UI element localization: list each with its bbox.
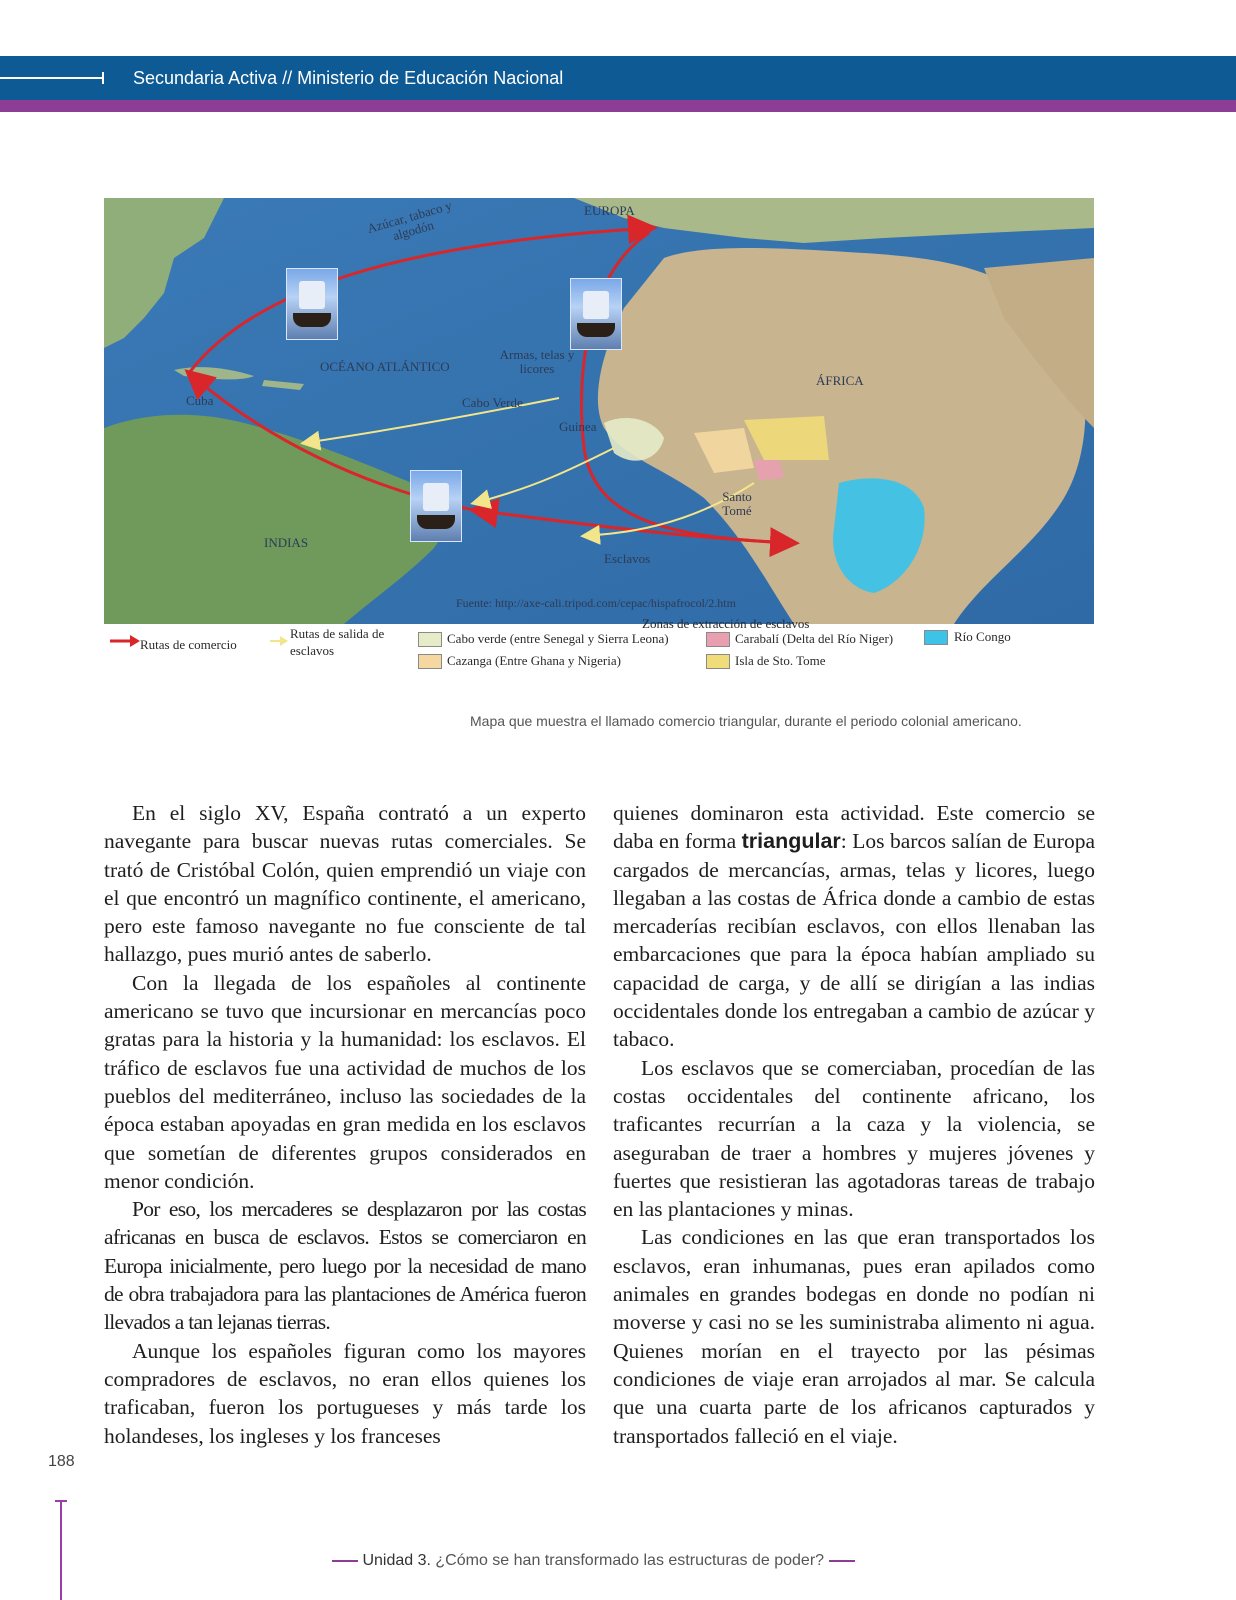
page-number: 188 [48,1453,75,1470]
swatch-rio-congo [924,630,948,645]
legend-cabo-verde: Cabo verde (entre Senegal y Sierra Leona) [447,631,669,646]
paragraph: Con la llegada de los españoles al continente americano se tuvo que incursionar en mercancías poco gratas para la historia y la humanidad: los esclavos. El tráfico de esclavos fue una actividad de muchos de los pueblos del mediterráneo, incluso las sociedades de la época estaban apoyadas en gran medida en los esclavos que sometían de diferentes grupos considerados en menor condición. [104,970,586,1193]
legend-zones-title: Zonas de extracción de esclavos [642,616,810,631]
paragraph: Aunque los españoles figuran como los mayores compradores de esclavos, no eran ellos quienes los traficaban, fueron los portugueses y más tarde los holandeses, los ingleses y los franceses [104,1338,586,1448]
footer-rule-right [829,1560,855,1562]
margin-rule [60,1500,62,1600]
label-cabo-verde: Cabo Verde [462,395,523,410]
swatch-carabali [706,632,730,647]
label-oceano: OCÉANO ATLÁNTICO [320,359,450,374]
red-arrow-icon [110,635,140,647]
paragraph: Por eso, los mercaderes se desplazaron por las costas africanas en busca de esclavos. Estos se comerciaron en Europa inicialmente, pero luego por la necesidad de mano de obra trabajadora para las plantaciones de América fueron llevados a tan lejanas tierras. [104,1197,586,1335]
map-legend [104,616,1094,686]
swatch-santo-tome [706,654,730,669]
header-title: Secundaria Activa // Ministerio de Educación Nacional [133,68,564,88]
legend-cazanga: Cazanga (Entre Ghana y Nigeria) [447,653,621,668]
header-accent-stripe [0,100,1236,112]
legend-slave-routes-line2: esclavos [290,643,335,658]
paragraph: Los esclavos que se comerciaban, procedían de las costas occidentales del continente africano, los traficantes recurrían a la caza y la violencia, se aseguraban de traer a hombres y mujeres jóvenes y fuertes que resistieran las agotadoras tareas de trabajo en las plantaciones y minas. [613,1055,1095,1222]
yellow-arrow-icon [270,635,288,647]
paragraph: En el siglo XV, España contrató a un experto navegante para buscar nuevas rutas comerciales. Se trató de Cristóbal Colón, quien emprendió un viaje con el que encontró un magnífico continente, el americano, pero este famoso navegante no fue consciente de tal hallazgo, pues murió antes de saberlo. [104,801,586,967]
label-route-top: Azúcar, tabaco y algodón [365,198,454,244]
map-graphic [104,198,1094,624]
legend-trade-routes: Rutas de comercio [140,637,237,652]
legend-rio-congo: Río Congo [954,629,1011,644]
footer [332,1550,855,1572]
text-column-right [613,799,1095,1450]
label-africa: ÁFRICA [816,373,864,388]
paragraph-text: : Los barcos salían de Europa cargados de mercancías, armas, telas y licores, luego llegaban a las costas de África donde a cambio de estas mercaderías recibían esclavos, con ellos llenaban las embarcaciones que para la época habían ampliado su capacidad de carga, y de allí se dirigían a las indias occidentales donde los entregaban a cambio de azúcar y tabaco. [613,829,1095,1052]
legend-carabali: Carabalí (Delta del Río Niger) [735,631,894,646]
swatch-cabo-verde [418,632,442,647]
label-europa: EUROPA [584,203,635,218]
ship-icon [570,278,622,350]
text-column-left [104,799,586,1450]
paragraph: Las condiciones en las que eran transportados los esclavos, eran inhumanas, pues eran apilados como animales en grandes bodegas en donde no podían ni moverse y casi no se les suministraba alimento ni agua. Quienes morían en el trayecto por las pésimas condiciones de viaje eran arrojados al mar. Se calcula que una cuarta parte de los africanos capturados y transportados falleció en el viaje. [613,1225,1095,1448]
ship-icon [286,268,338,340]
legend-slave-routes-line1: Rutas de salida de [290,626,385,641]
legend-santo-tome: Isla de Sto. Tome [735,653,826,668]
swatch-cazanga [418,654,442,669]
zone-carabali [754,458,784,480]
bold-term: triangular [741,829,841,854]
figure-caption: Mapa que muestra el llamado comercio triangular, durante el periodo colonial americano. [470,713,1022,729]
label-cuba: Cuba [186,393,214,408]
footer-title: ¿Cómo se han transformado las estructuras de poder? [435,1552,825,1569]
header-rule [0,77,104,79]
header-rule-cap [102,72,104,84]
paragraph [613,799,1095,1054]
label-guinea: Guinea [559,419,597,434]
label-indias: INDIAS [264,535,309,550]
map-source: Fuente: http://axe-cali.tripod.com/cepac/hispafrocol/2.htm [456,596,736,610]
label-esclavos: Esclavos [604,551,651,566]
paragraph-text: quienes dominaron esta actividad. Este comercio se daba en forma [613,801,1095,854]
margin-rule-cap [55,1500,67,1502]
label-armas: Armas, telas y licores [499,347,575,376]
footer-unit: Unidad 3. [362,1552,431,1569]
triangular-trade-map [104,198,1094,624]
footer-rule-left [332,1560,358,1562]
label-santo-tome: Santo Tomé [722,489,752,518]
ship-icon [410,470,462,542]
